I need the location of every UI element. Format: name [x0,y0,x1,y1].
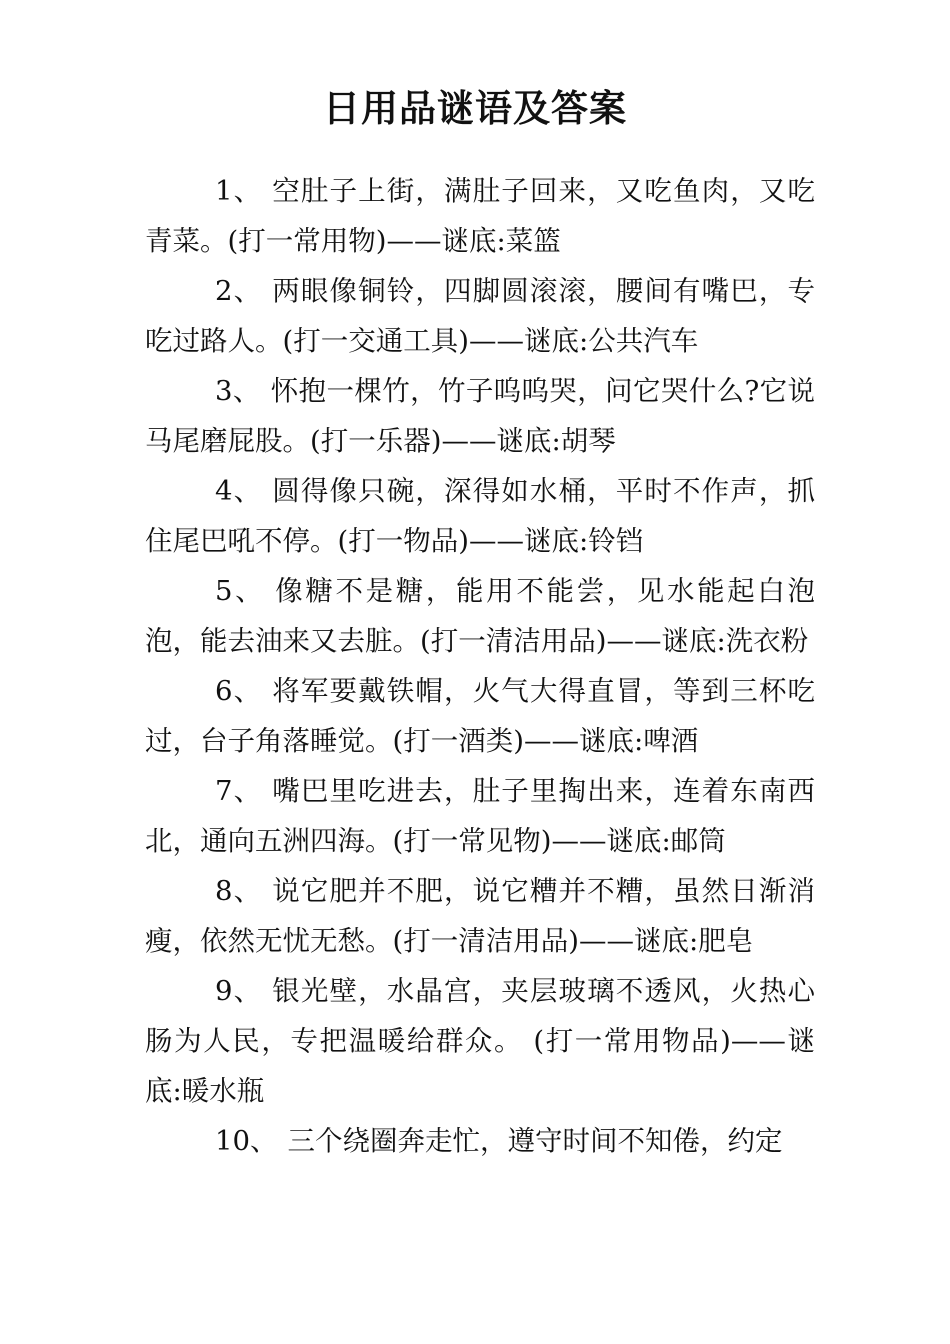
riddle-number: 7、 [215,775,263,807]
riddle-number: 2、 [215,275,263,307]
riddle-list [145,166,815,1166]
riddle-text: 说它肥并不肥，说它糟并不糟，虽然日渐消瘦，依然无忧无愁。(打一清洁用品)——谜底:肥皂 [145,875,815,957]
riddle-number: 9、 [215,975,263,1007]
document-title: 日用品谜语及答案 [323,86,627,130]
riddle-number: 1、 [215,175,263,207]
riddle-item [145,766,815,866]
riddle-text: 嘴巴里吃进去，肚子里掏出来，连着东南西北，通向五洲四海。(打一常见物)——谜底:邮筒 [145,775,815,857]
riddle-item [145,266,815,366]
riddle-number: 10、 [215,1125,278,1157]
riddle-item [145,966,815,1116]
riddle-text: 将军要戴铁帽，火气大得直冒，等到三杯吃过，台子角落睡觉。(打一酒类)——谜底:啤酒 [145,675,815,757]
riddle-item [145,1116,815,1166]
riddle-item [145,366,815,466]
riddle-text: 怀抱一棵竹，竹子呜呜哭，问它哭什么?它说马尾磨屁股。(打一乐器)——谜底:胡琴 [145,375,815,457]
riddle-item [145,566,815,666]
riddle-number: 3、 [215,375,261,407]
riddle-number: 5、 [215,575,266,607]
riddle-item [145,166,815,266]
riddle-number: 6、 [215,675,263,707]
riddle-item [145,666,815,766]
riddle-item [145,866,815,966]
riddle-text: 银光壁，水晶宫，夹层玻璃不透风，火热心肠为人民，专把温暖给群众。 (打一常用物品)——谜底:暖水瓶 [145,975,815,1107]
riddle-number: 8、 [215,875,263,907]
riddle-text: 三个绕圈奔走忙，遵守时间不知倦，约定 [287,1125,783,1157]
riddle-item [145,466,815,566]
riddle-text: 圆得像只碗，深得如水桶，平时不作声，抓住尾巴吼不停。(打一物品)——谜底:铃铛 [145,475,815,557]
riddle-text: 像糖不是糖，能用不能尝，见水能起白泡泡，能去油来又去脏。(打一清洁用品)——谜底:洗衣粉 [145,575,816,657]
riddle-number: 4、 [215,475,263,507]
riddle-text: 空肚子上街，满肚子回来，又吃鱼肉，又吃青菜。(打一常用物)——谜底:菜篮 [145,175,815,257]
riddle-text: 两眼像铜铃，四脚圆滚滚，腰间有嘴巴，专吃过路人。(打一交通工具)——谜底:公共汽车 [145,275,815,357]
